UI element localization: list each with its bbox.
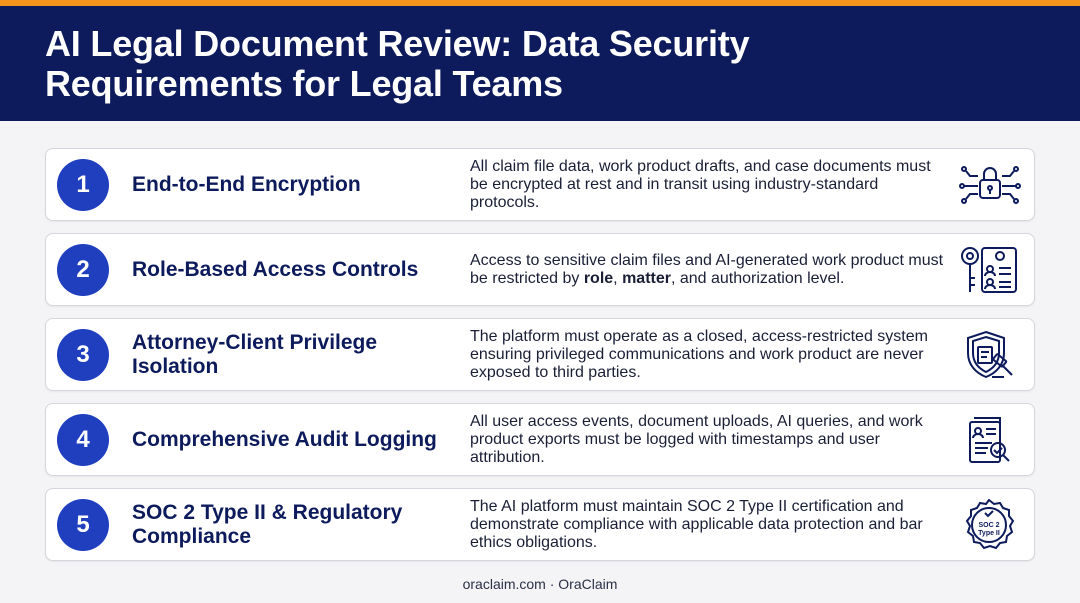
requirement-card-2 [45,233,1035,306]
requirement-title: Attorney-Client Privilege Isolation [132,330,378,378]
requirement-description: The AI platform must maintain SOC 2 Type II certification and demonstrate compliance with applicable data protection and bar ethics obligations. [470,497,923,551]
header-banner [0,6,1080,121]
desc-bold-matter: matter [622,269,671,287]
requirement-card-4 [45,403,1035,476]
desc-text: , and authorization level. [670,269,845,287]
page-title-line2: Requirements for Legal Teams [45,63,563,104]
footer-credit: oraclaim.com · OraClaim [462,576,618,592]
key-user-access-icon [954,244,1024,296]
step-number-badge: 5 [57,499,109,551]
soc2-badge-icon [954,499,1024,551]
requirement-description: The platform must operate as a closed, access-restricted system ensuring privileged communications and work product are never exposed to third parties. [470,327,928,381]
requirement-description: All user access events, document uploads, AI queries, and work product exports must be logged with timestamps and user attribution. [470,412,923,466]
audit-document-icon [954,414,1024,466]
badge-text-line1: SOC 2 [978,522,1000,529]
requirement-card-3 [45,318,1035,391]
step-number-badge: 4 [57,414,109,466]
requirement-card-5 [45,488,1035,561]
desc-bold-role: role [583,269,614,287]
requirement-title: Role-Based Access Controls [132,257,419,281]
requirement-title: End-to-End Encryption [132,172,361,196]
requirement-card-1 [45,148,1035,221]
page-title-line1: AI Legal Document Review: Data Security [45,23,750,64]
desc-text: Access to sensitive claim files and AI-generated work product must be restricted by [470,251,944,287]
requirement-description [470,234,950,305]
requirement-description: All claim file data, work product drafts, and case documents must be encrypted at rest and in transit using industry-standard protocols. [470,157,931,211]
encryption-lock-icon [954,159,1024,211]
requirement-title: SOC 2 Type II & Regulatory Compliance [132,500,403,548]
desc-text: , [613,269,623,287]
shield-gavel-icon [954,329,1024,381]
step-number-badge: 3 [57,329,109,381]
step-number-badge: 2 [57,244,109,296]
step-number-badge: 1 [57,159,109,211]
requirement-title: Comprehensive Audit Logging [132,427,437,451]
page-title [45,24,1045,104]
badge-text-line2: Type II [978,530,1000,537]
